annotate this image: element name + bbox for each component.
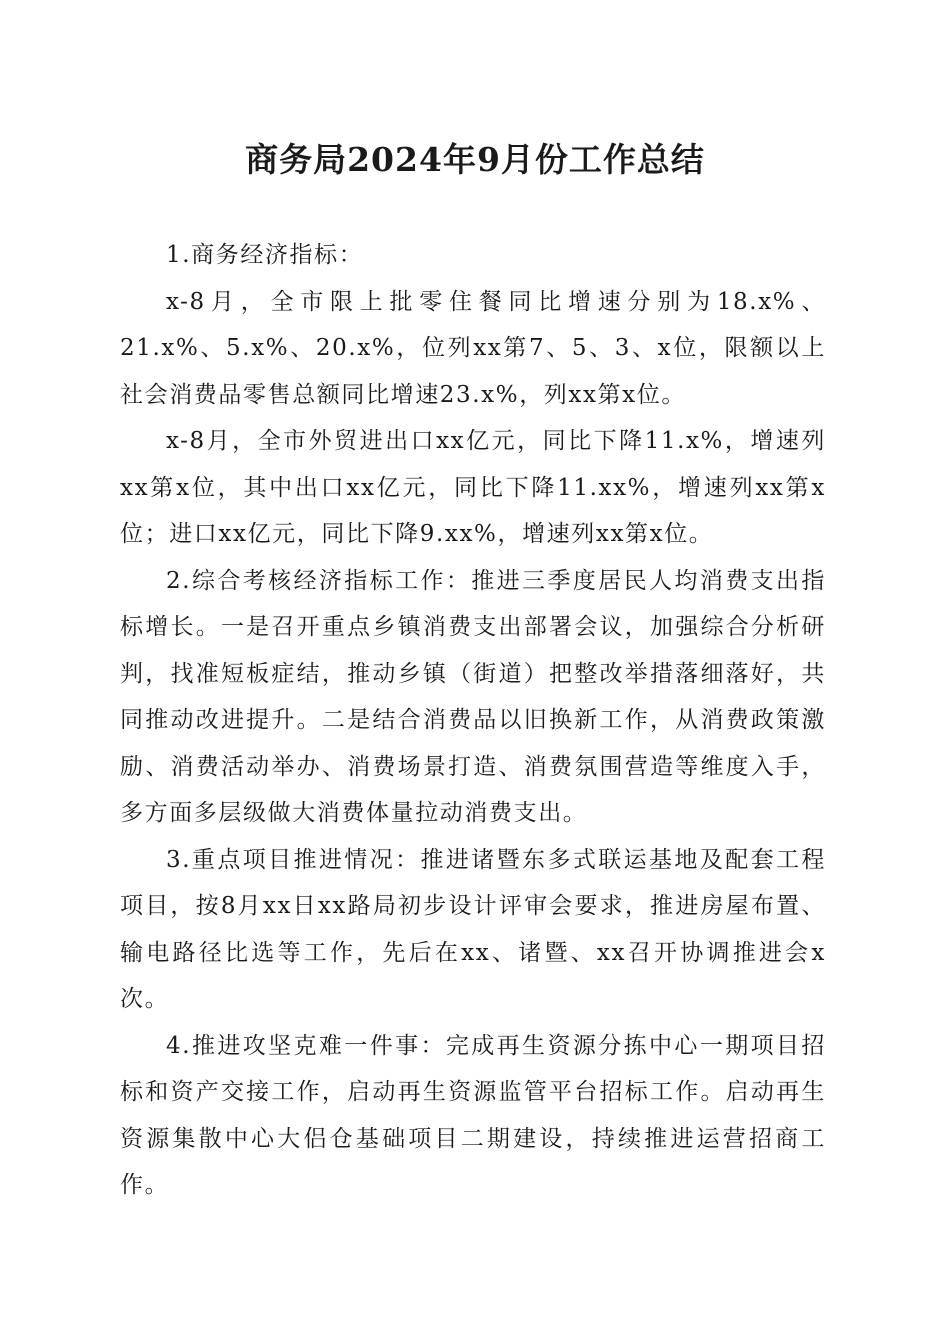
document-body — [120, 232, 826, 1209]
paragraph-foreign-trade: x-8月，全市外贸进出口xx亿元，同比下降11.x%，增速列xx第x位，其中出口xx亿元，同比下降11.xx%，增速列xx第x位；进口xx亿元，同比下降9.xx%，增速列xx第x位。 — [120, 428, 826, 547]
section-heading-economic-indicators: 1.商务经济指标： — [166, 242, 364, 268]
paragraph-key-projects: 3.重点项目推进情况：推进诸暨东多式联运基地及配套工程项目，按8月xx日xx路局初步设计评审会要求，推进房屋布置、输电路径比选等工作，先后在xx、诸暨、xx召开协调推进会x次。 — [120, 846, 826, 1012]
paragraph-tough-tasks: 4.推进攻坚克难一件事：完成再生资源分拣中心一期项目招标和资产交接工作，启动再生资源监管平台招标工作。启动再生资源集散中心大侣仓基础项目二期建设，持续推进运营招商工作。 — [120, 1032, 826, 1198]
paragraph-retail-growth: x-8月，全市限上批零住餐同比增速分别为18.x%、21.x%、5.x%、20.x%，位列xx第7、5、3、x位，限额以上社会消费品零售总额同比增速23.x%，列xx第x位。 — [120, 288, 826, 408]
document-title: 商务局2024年9月份工作总结 — [245, 140, 705, 179]
paragraph-assessment-indicators: 2.综合考核经济指标工作：推进三季度居民人均消费支出指标增长。一是召开重点乡镇消费支出部署会议，加强综合分析研判，找准短板症结，推动乡镇（街道）把整改举措落细落好，共同推动改进提升。二是结合消费品以旧换新工作，从消费政策激励、消费活动举办、消费场景打造、消费氛围营造等维度入手，多方面多层级做大消费体量拉动消费支出。 — [120, 567, 826, 826]
